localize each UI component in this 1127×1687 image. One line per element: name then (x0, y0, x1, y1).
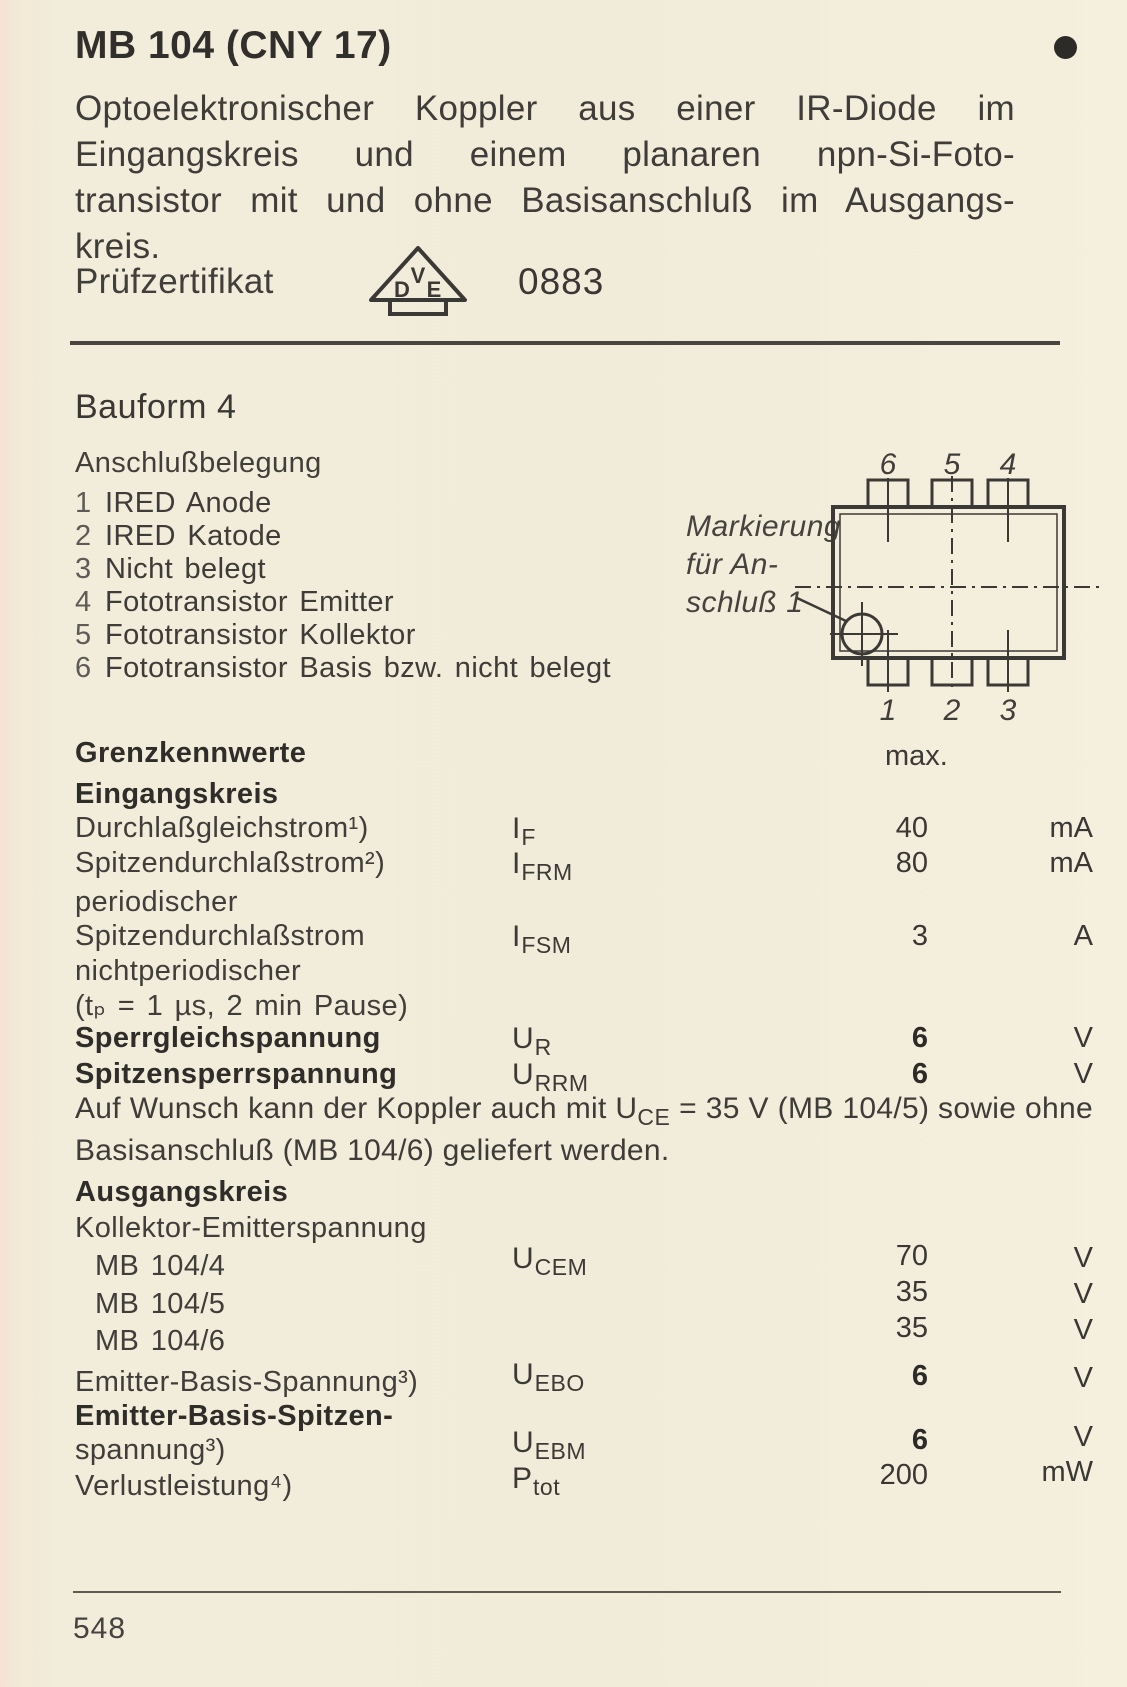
corner-dot (1054, 36, 1077, 59)
pin-row (75, 652, 725, 685)
table-row-unit: mW (1041, 1456, 1093, 1488)
table-row-value: 40 (895, 812, 928, 844)
pin-number: 3 (75, 553, 92, 585)
package-body-inner-line (840, 514, 1057, 651)
table-row-unit: V (1073, 1278, 1093, 1310)
symbol-main: U (512, 1242, 534, 1275)
symbol-main: I (512, 920, 521, 953)
table-row-symbol (512, 812, 536, 850)
table-row-unit: V (1073, 1022, 1093, 1054)
symbol-main: U (512, 1022, 534, 1055)
note-subscript: CE (637, 1104, 671, 1130)
symbol-subscript: EBO (534, 1370, 585, 1396)
table-row-label: MB 104/6 (95, 1325, 226, 1357)
pin-row (75, 586, 725, 619)
pin-number: 4 (75, 586, 92, 618)
table-row-unit: V (1073, 1421, 1093, 1453)
table-row-label: Emitter-Basis-Spitzen- (75, 1400, 394, 1432)
table-row-label: periodischer (75, 886, 238, 918)
pin-assignment-list (75, 487, 725, 685)
pin-row (75, 553, 725, 586)
table-row-value: 35 (895, 1276, 928, 1308)
pin-number: 1 (75, 487, 92, 519)
table-row-unit: V (1073, 1242, 1093, 1274)
table-row-symbol (512, 1462, 561, 1500)
pin-assignment-subtitle: Anschlußbelegung (75, 447, 322, 479)
table-row-label: Eingangskreis (75, 778, 279, 810)
symbol-subscript: FSM (521, 932, 572, 958)
top-divider (70, 341, 1060, 345)
package-outline-diagram (780, 430, 1127, 740)
table-row-label: Durchlaßgleichstrom¹) (75, 812, 369, 844)
vde-letter-d: D (394, 277, 410, 302)
intro-line: Optoelektronischer Koppler aus einer IR-Diode im (75, 89, 1015, 128)
table-row-symbol (512, 1242, 588, 1280)
pin-row (75, 487, 725, 520)
table-row-value: 70 (895, 1240, 928, 1272)
page-number: 548 (73, 1612, 127, 1645)
pin-label: Fototransistor Emitter (105, 586, 394, 618)
symbol-main: U (512, 1358, 534, 1391)
table-row-value: 200 (879, 1459, 928, 1491)
table-row-value: 3 (911, 920, 928, 952)
top-pin-label: 5 (943, 448, 961, 481)
table-row-symbol (512, 847, 573, 885)
bottom-pin-label: 1 (879, 694, 897, 727)
table-row-unit: V (1073, 1362, 1093, 1394)
option-note-line1 (75, 1092, 1093, 1131)
symbol-main: U (512, 1058, 534, 1091)
vde-logo-icon (366, 243, 470, 325)
pin-row (75, 520, 725, 553)
symbol-subscript: CEM (534, 1254, 588, 1280)
marker-note-line: schluß 1 (686, 586, 804, 619)
symbol-main: U (512, 1426, 534, 1459)
table-row-symbol (512, 1358, 585, 1396)
page-title: MB 104 (CNY 17) (75, 24, 392, 67)
note-text: Auf Wunsch kann der Koppler auch mit U (75, 1092, 638, 1125)
symbol-subscript: F (521, 824, 536, 850)
symbol-main: I (512, 812, 521, 845)
table-row-symbol (512, 1022, 552, 1060)
vde-letter-v: V (410, 263, 426, 288)
table-row-value: 80 (895, 847, 928, 879)
intro-paragraph (75, 86, 1015, 270)
table-row-label: Ausgangskreis (75, 1176, 289, 1208)
bottom-pin-label: 3 (999, 694, 1017, 727)
bottom-pin-label: 2 (943, 694, 961, 727)
table-row-value: 35 (895, 1312, 928, 1344)
symbol-subscript: FRM (521, 859, 573, 885)
table-row-value: 6 (911, 1360, 928, 1392)
table-row-label: MB 104/4 (95, 1250, 226, 1282)
pin-number: 6 (75, 652, 92, 684)
table-row-label: MB 104/5 (95, 1288, 226, 1320)
table-row-value: 6 (911, 1022, 928, 1054)
table-row-value: 6 (911, 1424, 928, 1456)
table-row-unit: A (1073, 920, 1093, 952)
pin-number: 2 (75, 520, 92, 552)
pin-label: Nicht belegt (105, 553, 266, 585)
max-column-header: max. (885, 740, 948, 772)
package-body-outline (833, 507, 1064, 658)
table-row-label: Kollektor-Emitterspannung (75, 1212, 427, 1244)
limit-values-heading: Grenzkennwerte (75, 737, 307, 769)
symbol-subscript: EBM (534, 1438, 587, 1464)
table-row-unit: mA (1049, 847, 1093, 879)
table-row-unit: V (1073, 1058, 1093, 1090)
marker-note-line: für An- (686, 548, 779, 581)
intro-line: kreis. (75, 227, 161, 266)
pin-number: 5 (75, 619, 92, 651)
pin-label: IRED Anode (105, 487, 272, 519)
table-row-symbol (512, 1426, 587, 1464)
table-row-label: Emitter-Basis-Spannung³) (75, 1366, 419, 1398)
pin-label: Fototransistor Basis bzw. nicht belegt (105, 652, 611, 684)
bottom-divider (73, 1591, 1061, 1593)
intro-line: transistor mit und ohne Basisanschluß im Ausgangs- (75, 181, 1015, 220)
vde-letter-e: E (426, 277, 442, 302)
table-row-label: Spitzendurchlaßstrom (75, 920, 366, 952)
table-row-label: spannung³) (75, 1434, 226, 1466)
table-row-label: Sperrgleichspannung (75, 1022, 381, 1054)
symbol-subscript: RRM (534, 1070, 589, 1096)
table-row-symbol (512, 1058, 589, 1096)
top-pin-label: 6 (879, 448, 897, 481)
table-row-label: Verlustleistung⁴) (75, 1470, 293, 1502)
table-row-label: Spitzensperrspannung (75, 1058, 398, 1090)
section-title-bauform: Bauform 4 (75, 388, 237, 426)
option-note-line2: Basisanschluß (MB 104/6) geliefert werden. (75, 1134, 670, 1167)
table-row-label: Spitzendurchlaßstrom²) (75, 847, 386, 879)
note-text: = 35 V (MB 104/5) sowie ohne (670, 1092, 1093, 1125)
table-row-unit: mA (1049, 812, 1093, 844)
marker-pointer-line (797, 598, 846, 621)
intro-line: Eingangskreis und einem planaren npn-Si-Foto- (75, 135, 1015, 174)
symbol-subscript: R (534, 1034, 552, 1060)
top-pin-label: 4 (999, 448, 1017, 481)
certificate-label: Prüfzertifikat (75, 262, 274, 301)
pin-row (75, 619, 725, 652)
pin-label: IRED Katode (105, 520, 282, 552)
table-row-label: (tₚ = 1 µs, 2 min Pause) (75, 990, 409, 1022)
symbol-subscript: tot (533, 1474, 561, 1500)
table-row-value: 6 (911, 1058, 928, 1090)
symbol-main: I (512, 847, 521, 880)
pin-label: Fototransistor Kollektor (105, 619, 416, 651)
certificate-number: 0883 (518, 261, 605, 302)
symbol-main: P (512, 1462, 533, 1495)
table-row-label: nichtperiodischer (75, 955, 302, 987)
marker-note-line: Markierung (686, 510, 842, 543)
table-row-unit: V (1073, 1314, 1093, 1346)
table-row-symbol (512, 920, 572, 958)
